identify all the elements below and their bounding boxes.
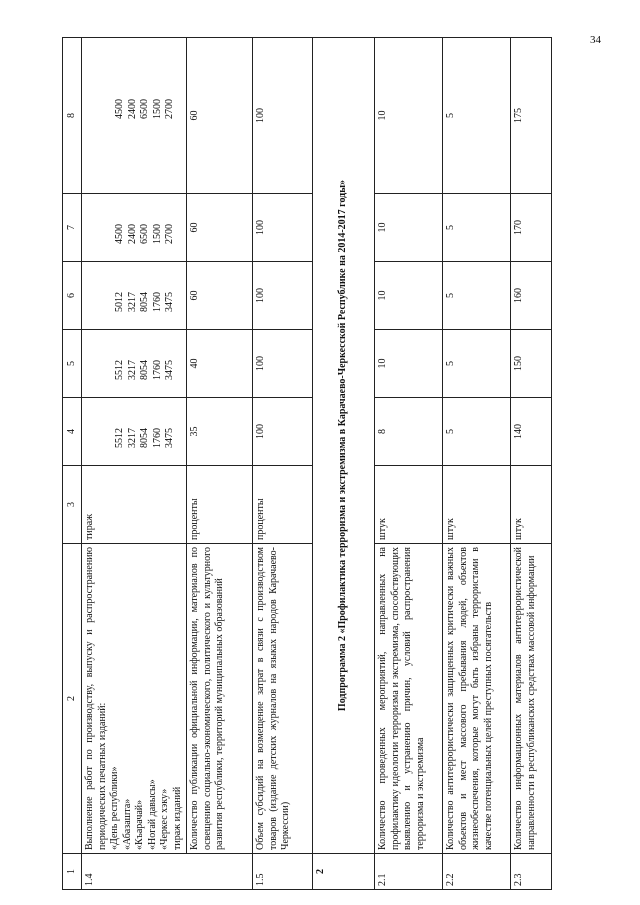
indicator-name: Количество антитеррористически защищенных критически важных объектов и мест массового пребывания людей, объектов жизнеобеспечения, которые могут быть избраны террористами в качестве потенциальных целей преступных посягательств [443,544,511,854]
value-cell: 170 [511,194,552,262]
col-header: 3 [63,466,82,544]
value-cell: 5 [443,398,511,466]
table-row [443,38,511,890]
indicator-name: Выполнение работ по производству, выпуску и распространению периодических печатных изданий: «День республики» «Абазашта» «Къарачай» «Ногай давысы» «Черкес хэку» тираж изданий [82,544,187,854]
row-number: 1.5 [253,854,313,890]
row-number: 1.4 [82,854,253,890]
col-header: 8 [63,38,82,194]
table-row [82,38,187,890]
col-header: 7 [63,194,82,262]
value-cell: 60 [187,194,253,262]
value-cell: 5 [443,262,511,330]
table-row [511,38,552,890]
value-cell: 5 [443,330,511,398]
value-cell: 100 [253,38,313,194]
row-number: 2.1 [375,854,443,890]
row-number: 2.3 [511,854,552,890]
unit-cell: штук [375,466,443,544]
col-header: 5 [63,330,82,398]
row-number: 2 [313,854,375,890]
value-cell: 5512 3217 8054 1760 3475 [82,330,187,398]
value-cell: 10 [375,330,443,398]
indicator-name: Объем субсидий на возмещение затрат в связи с производством товаров (издание детских журналов на языках народов Карачаево-Черкессии) [253,544,313,854]
value-cell: 10 [375,194,443,262]
value-cell: 160 [511,262,552,330]
value-cell: 5012 3217 8054 1760 3475 [82,262,187,330]
value-cell: 40 [187,330,253,398]
col-header: 1 [63,854,82,890]
indicator-table [62,37,552,890]
table-row [187,38,253,890]
indicator-table-sheet [62,38,552,890]
table-row [375,38,443,890]
value-cell: 60 [187,38,253,194]
col-header: 2 [63,544,82,854]
unit-cell: тираж [82,466,187,544]
value-cell: 4500 2400 6500 1500 2700 [82,38,187,194]
row-number: 2.2 [443,854,511,890]
table-row [253,38,313,890]
value-cell: 35 [187,398,253,466]
value-cell: 5 [443,38,511,194]
value-cell: 175 [511,38,552,194]
value-cell: 100 [253,330,313,398]
page-number: 34 [590,34,601,46]
unit-cell: штук [443,466,511,544]
col-header: 6 [63,262,82,330]
unit-cell: штук [511,466,552,544]
unit-cell: проценты [187,466,253,544]
value-cell: 5 [443,194,511,262]
value-cell: 100 [253,398,313,466]
indicator-name: Количество проведенных мероприятий, направленных на профилактику идеологии терроризма и экстремизма, способствующих выявлению и устранению причин, условий распространения терроризма и экстремизма [375,544,443,854]
value-cell: 10 [375,262,443,330]
value-cell: 150 [511,330,552,398]
value-cell: 4500 2400 6500 1500 2700 [82,194,187,262]
indicator-name: Количество публикации официальной информации, материалов по освещению социально-экономического, политического и культурного развития республики, территорий муниципальных образований [187,544,253,854]
value-cell: 100 [253,194,313,262]
indicator-name: Количество информационных материалов антитеррористической направленности в республиканских средствах массовой информации [511,544,552,854]
column-number-row [63,38,82,890]
subprogram-row [313,38,375,890]
value-cell: 60 [187,262,253,330]
value-cell: 140 [511,398,552,466]
value-cell: 5512 3217 8054 1760 3475 [82,398,187,466]
value-cell: 10 [375,38,443,194]
subprogram-title: Подпрограмма 2 «Профилактика терроризма и экстремизма в Карачаево-Черкесской Республике на 2014-2017 годы» [313,38,375,854]
value-cell: 100 [253,262,313,330]
unit-cell: проценты [253,466,313,544]
value-cell: 8 [375,398,443,466]
col-header: 4 [63,398,82,466]
